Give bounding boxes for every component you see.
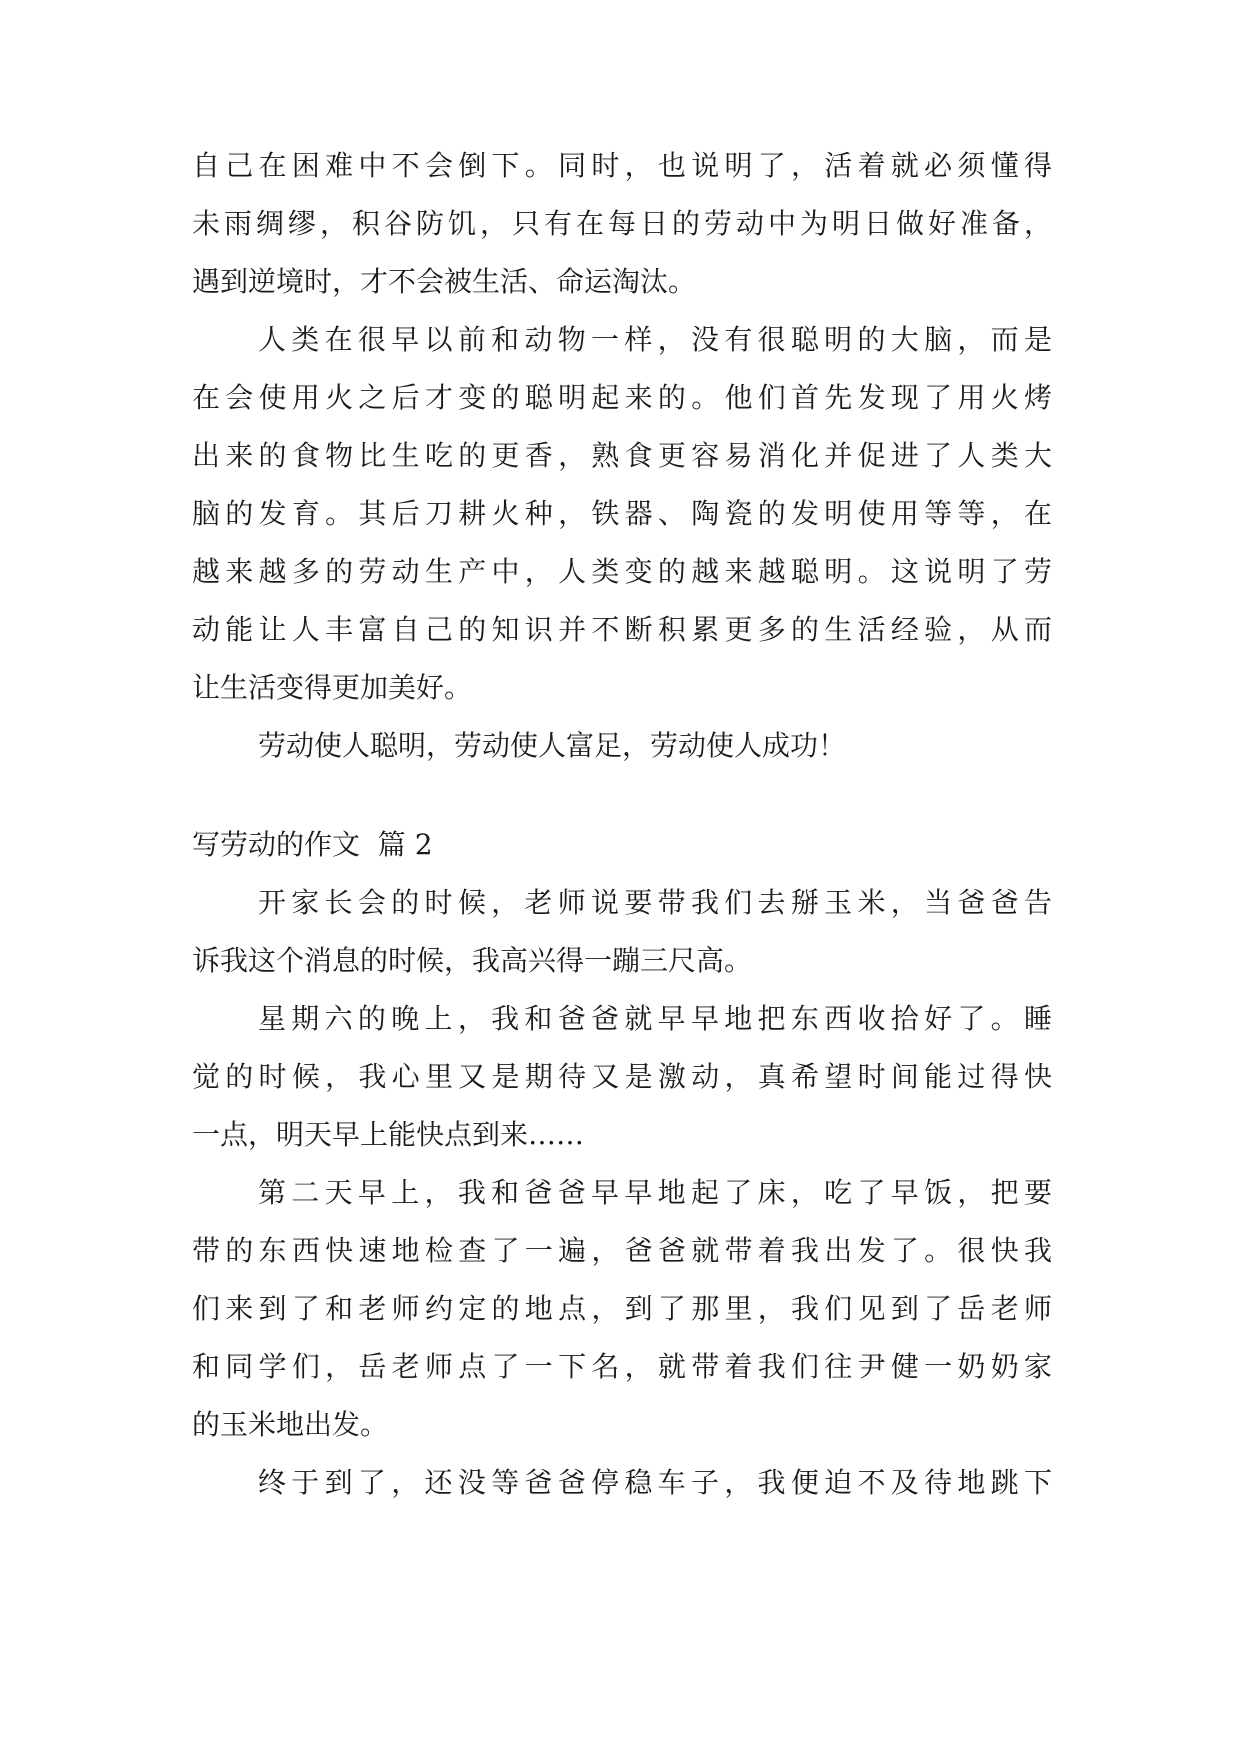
paragraph-line: 劳动使人聪明，劳动使人富足，劳动使人成功！: [258, 729, 847, 762]
paragraph-line: 一点，明天早上能快点到来……: [192, 1118, 585, 1151]
paragraph-line: 开家长会的时候，老师说要带我们去掰玉米，当爸爸告: [258, 886, 1052, 919]
paragraph-line: 诉我这个消息的时候，我高兴得一蹦三尺高。: [192, 944, 753, 977]
paragraph-line: 自己在困难中不会倒下。同时，也说明了，活着就必须懂得: [192, 149, 1052, 182]
paragraph-line: 脑的发育。其后刀耕火种，铁器、陶瓷的发明使用等等，在: [192, 497, 1052, 530]
paragraph-line: 和同学们，岳老师点了一下名，就带着我们往尹健一奶奶家: [192, 1350, 1052, 1383]
paragraph-line: 星期六的晚上，我和爸爸就早早地把东西收拾好了。睡: [258, 1002, 1052, 1035]
section-heading: 写劳动的作文 篇 2: [192, 828, 433, 861]
paragraph-line: 遇到逆境时，才不会被生活、命运淘汰。: [192, 265, 697, 298]
paragraph-line: 出来的食物比生吃的更香，熟食更容易消化并促进了人类大: [192, 439, 1052, 472]
paragraph-line: 动能让人丰富自己的知识并不断积累更多的生活经验，从而: [192, 613, 1052, 646]
paragraph-line: 的玉米地出发。: [192, 1408, 389, 1441]
paragraph-line: 让生活变得更加美好。: [192, 671, 473, 704]
paragraph-line: 未雨绸缪，积谷防饥，只有在每日的劳动中为明日做好准备，: [192, 207, 1052, 240]
paragraph-line: 越来越多的劳动生产中，人类变的越来越聪明。这说明了劳: [192, 555, 1052, 588]
paragraph-line: 们来到了和老师约定的地点，到了那里，我们见到了岳老师: [192, 1292, 1052, 1325]
paragraph-line: 人类在很早以前和动物一样，没有很聪明的大脑，而是: [258, 323, 1052, 356]
paragraph-line: 觉的时候，我心里又是期待又是激动，真希望时间能过得快: [192, 1060, 1052, 1093]
paragraph-line: 第二天早上，我和爸爸早早地起了床，吃了早饭，把要: [258, 1176, 1052, 1209]
paragraph-line: 终于到了，还没等爸爸停稳车子，我便迫不及待地跳下: [258, 1466, 1052, 1499]
paragraph-line: 带的东西快速地检查了一遍，爸爸就带着我出发了。很快我: [192, 1234, 1052, 1267]
paragraph-line: 在会使用火之后才变的聪明起来的。他们首先发现了用火烤: [192, 381, 1052, 414]
